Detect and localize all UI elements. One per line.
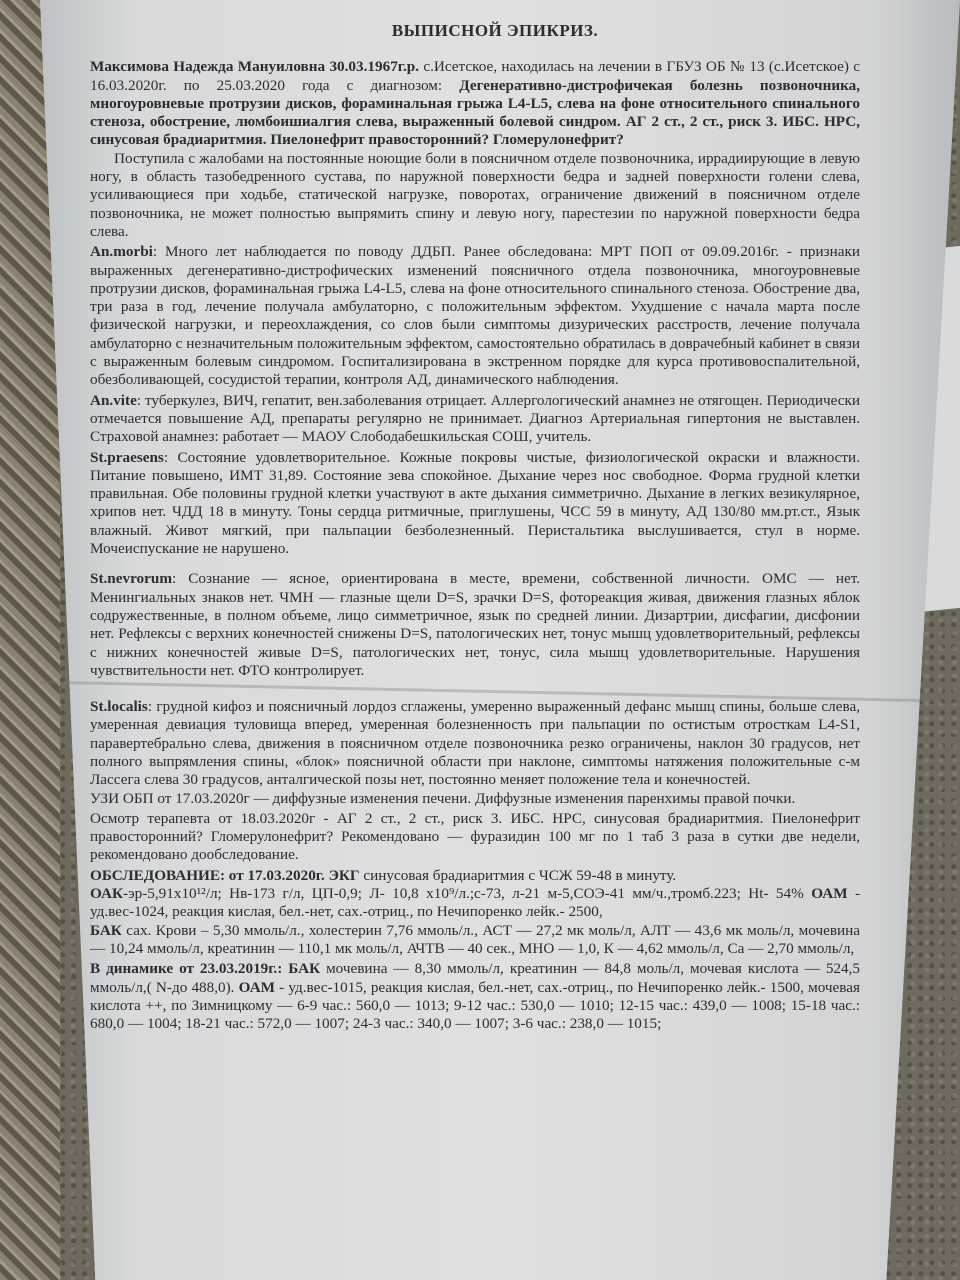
dynamics-oam-label: ОАМ — [238, 978, 275, 996]
intro-paragraph — [90, 58, 860, 149]
document-body — [90, 18, 860, 1033]
dynamics-text-1: мочевина — 8,30 ммоль/л, креатинин — 84,8 моль/л, мочевая кислота — 524,5 ммоль/л,( N-до 488,0). — [90, 960, 860, 996]
an-vite-text: : туберкулез, ВИЧ, гепатит, вен.заболевания отрицает. Аллергологический анамнез не отягощен. Периодически отмечается повышение АД, препараты регулярно не принимает. Диагноз Артериальная гипертония не выставлен. Страховой анамнез: работает — МАОУ Слободабешкильская СОШ, учитель. — [90, 391, 860, 446]
dynamics-text-2: - уд.вес-1015, реакция кислая, бел.-нет, сах.-отриц., по Нечипоренко лейк.- 1500, мочевая кислота ++, по Зимницкому — 6-9 час.: 560,0 — 1013; 9-12 час.: 530,0 — 1010; 12-15 час.: 439,0 — 1008; 15-18 час.: 680,0 — 1004; 18-21 час.: 572,0 — 1007; 24-3 час.: 340,0 — 1007; 3-6 час.: 238,0 — 1015; — [90, 978, 860, 1033]
therapist-paragraph: Осмотр терапевта от 18.03.2020г - АГ 2 ст., 2 ст., риск 3. ИБС. НРС, синусовая брадиаритмия. Пиелонефрит правосторонний? Гломерулонефрит? Рекомендовано — фуразидин 100 мг по 1 таб 3 раза в сутки две недели, рекомендовано дообследование. — [90, 809, 860, 864]
st-praesens-text: : Состояние удовлетворительное. Кожные покровы чистые, физиологической окраски и влажности. Питание повышено, ИМТ 31,89. Состояние зева спокойное. Дыхание через нос свободное. Форма грудной клетки правильная. Обе половины грудной клетки участвуют в акте дыхания симметрично. Дыхание в легких везикулярное, хрипов нет. ЧДД 18 в минуту. Тоны сердца ритмичные, приглушены, ЧСС 59 в минуту, АД 130/80 мм.рт.ст., Язык влажный. Живот мягкий, при пальпации безболезненный. Перистальтика выслушивается, стул в норме. Мочеиспускание не нарушено. — [90, 448, 860, 558]
ekg-text: синусовая брадиаритмия с ЧСЖ 59-48 в минуту. — [359, 866, 677, 884]
st-nevrorum-label: St.nevrorum — [90, 570, 172, 588]
exam-heading: ОБСЛЕДОВАНИЕ: от 17.03.2020г. — [90, 866, 325, 884]
st-localis-text: : грудной кифоз и поясничный лордоз сглажены, умеренно выраженный дефанс мышц спины, больше слева, умеренная девиация туловища вперед, умеренная болезненность при пальпации по остистым отросткам L4-S1, паравертебрально слева, движения в поясничном отделе позвоночника резко ограничены, наклон 30 градусов, нет полного выпрямления спины, «блок» поясничной области при наклоне, симптомы натяжения положительные с-м Лассега слева 30 градусов, анталгической позы нет, постоянно меняет положение тела и конечностей. — [90, 698, 860, 789]
uzi-paragraph: УЗИ ОБП от 17.03.2020г — диффузные изменения печени. Диффузные изменения паренхимы правой почки. — [90, 789, 796, 807]
intro-text: с.Исетское, находилась на лечении в ГБУЗ ОБ № 13 (с.Исетское) с 16.03.2020г. по 25.03.2020 года с диагнозом: — [90, 58, 860, 94]
st-localis-paragraph — [90, 698, 860, 789]
st-nevrorum-paragraph — [90, 570, 860, 680]
an-vite-paragraph — [90, 392, 860, 447]
document-title: ВЫПИСНОЙ ЭПИКРИЗ. — [391, 21, 599, 40]
an-morbi-label: An.morbi — [90, 243, 153, 261]
an-vite-label: An.vite — [90, 391, 137, 409]
st-nevrorum-text: : Сознание — ясное, ориентирована в месте, времени, собственной личности. ОМС — нет. Менингиальных знаков нет. ЧМН — глазные щели D=S, зрачки D=S, фотореакция живая, движения глазных яблок содружественные, в полном объеме, лицо симметричное, язык по средней линии. Дизартрии, дисфагии, дисфонии нет. Рефлексы с верхних конечностей снижены D=S, патологических нет, тонус мышц удовлетворительный, рефлексы с нижних конечностей живые D=S, патологических нет, тонус, сила мышц удовлетворительные. Нарушения чувствительности нет. ФТО контролирует. — [90, 570, 860, 679]
bak-text: сах. Крови – 5,30 ммоль/л., холестерин 7,76 ммоль/л., АСТ — 27,2 мк моль/л, АЛТ — 43,6 мк моль/л, мочевина — 10,24 ммоль/л, креатинин — 110,1 мк моль/л, АЧТВ — 40 сек., МНО — 1,0, К — 4,62 ммоль/л, Са — 2,70 ммоль/л, — [90, 921, 860, 957]
ekg-label: ЭКГ — [328, 866, 360, 884]
dynamics-heading: В динамике от 23.03.2019г.: БАК — [90, 960, 321, 978]
patient-name: Максимова Надежда Мануиловна 30.03.1967г.р. — [90, 58, 420, 76]
diagnosis: Дегенеративно-дистрофичекая болезнь позвоночника, многоуровневые протрузии дисков, фораминальная грыжа L4-L5, слева на фоне относительного спинального стеноза, обострение, люмбоишиалгия слева, выраженный болевой синдром. АГ 2 ст., 2 ст., риск 3. ИБС. НРС, синусовая брадиаритмия. Пиелонефрит правосторонний? Гломерулонефрит? — [90, 76, 860, 149]
exam-paragraph — [90, 867, 860, 958]
oam-label: ОАМ — [811, 885, 848, 903]
complaints-paragraph: Поступила с жалобами на постоянные ноющие боли в поясничном отделе позвоночника, иррадиирующие в левую ногу, в область тазобедренного сустава, по наружной поверхности бедра и задней поверхности голени слева, усиливающиеся при ходьбе, статической нагрузке, поворотах, ограничение движений в поясничном отделе позвоночника, не может полностью выпрямить спину и левую ногу, парестезии по наружной поверхности бедра слева. — [90, 149, 860, 240]
st-localis-label: St.localis — [90, 698, 148, 716]
st-praesens-paragraph — [90, 449, 860, 559]
oak-text: -эр-5,91х10¹²/л; Нв-173 г/л, ЦП-0,9; Л- 10,8 х10⁹/л.;с-73, л-21 м-5,СОЭ-41 мм/ч.,тромб.223; Ht- 54% — [123, 885, 804, 903]
an-morbi-paragraph — [90, 243, 860, 389]
bak-label: БАК — [90, 921, 122, 939]
oak-label: ОАК — [90, 885, 124, 903]
oam-text: - уд.вес-1024, реакция кислая, бел.-нет, сах.-отриц., по Нечипоренко лейк.- 2500, — [90, 885, 861, 921]
st-praesens-label: St.praesens — [90, 448, 164, 466]
dynamics-paragraph — [90, 960, 860, 1033]
an-morbi-text: : Много лет наблюдается по поводу ДДБП. Ранее обследована: МРТ ПОП от 09.09.2016г. - признаки выраженных дегенеративно-дистрофических изменений поясничного отдела позвоночника, многоуровневые протрузии дисков, фораминальная грыжа L4-L5, слева на фоне относительного спинального стеноза. Обострение два, три раза в год, лечение получала амбулаторно, с положительным эффектом. Ухудшение с начала марта после физической нагрузки, и переохлаждения, со слов были симптомы дизурических расстроств, лечение получала амбулаторно с незначительным положительным эффектом, самостоятельно обратилась в доврачебный кабинет в связи с выраженным болевым синдромом. Госпитализирована в экстренном порядке для курса противовоспалительной, обезболивающей, сосудистой терапии, контроля АД, динамического наблюдения. — [90, 243, 860, 389]
